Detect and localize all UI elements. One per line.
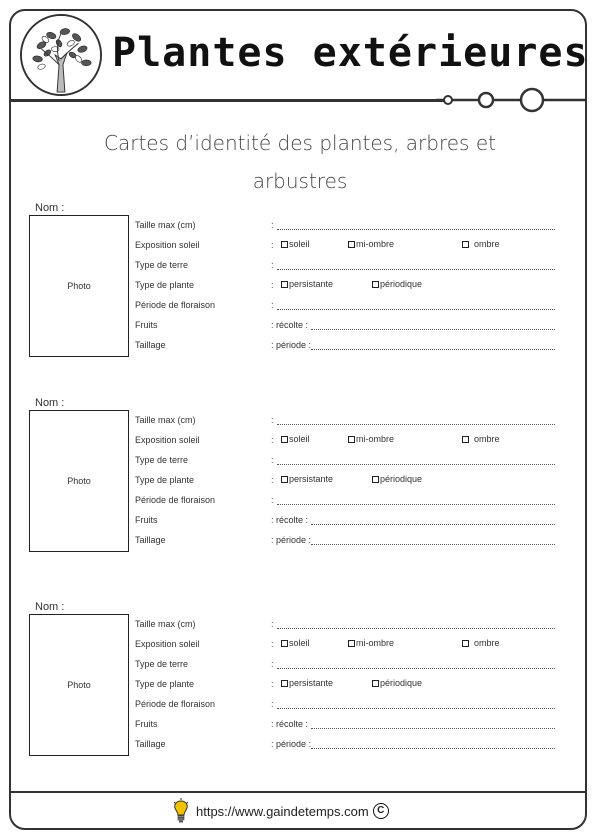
row-taille: Taille max (cm) : <box>135 220 555 234</box>
label-recolte: : récolte : <box>271 515 309 525</box>
nom-label: Nom : <box>35 601 65 613</box>
footer <box>172 798 389 824</box>
page-subtitle: Cartes d’identité des plantes, arbres et arbustres <box>104 131 496 193</box>
row-taille: Taille max (cm) : <box>135 619 555 633</box>
row-floraison: Période de floraison : <box>135 495 555 509</box>
checkbox-persistante[interactable] <box>281 680 288 687</box>
checkbox-periodique[interactable] <box>372 281 379 288</box>
row-type-plante: Type de plante : persistante périodique <box>135 474 423 485</box>
label-type-plante: Type de plante <box>135 475 195 485</box>
label-exposition: Exposition soleil <box>135 435 200 445</box>
checkbox-persistante[interactable] <box>281 281 288 288</box>
label-taillage: Taillage <box>135 340 166 350</box>
field-periode[interactable] <box>311 349 555 350</box>
label-exposition: Exposition soleil <box>135 639 200 649</box>
field-taille[interactable] <box>277 424 555 425</box>
row-exposition: Exposition soleil : soleil mi-ombre ombre <box>135 239 500 250</box>
row-type-plante: Type de plante : persistante périodique <box>135 678 423 689</box>
row-exposition: Exposition soleil : soleil mi-ombre ombre <box>135 434 500 445</box>
label-taillage: Taillage <box>135 739 166 749</box>
checkbox-persistante[interactable] <box>281 476 288 483</box>
label-taillage: Taillage <box>135 535 166 545</box>
circles-ornament <box>436 86 586 116</box>
footer-url[interactable]: https://www.gaindetemps.com <box>196 803 369 819</box>
row-taille: Taille max (cm) : <box>135 415 555 429</box>
label-floraison: Période de floraison <box>135 300 216 310</box>
page-title: Plantes extérieures <box>112 30 589 76</box>
row-floraison: Période de floraison : <box>135 300 555 314</box>
label-floraison: Période de floraison <box>135 699 216 709</box>
field-periode[interactable] <box>311 748 555 749</box>
option-mi-ombre[interactable]: mi-ombre <box>348 239 394 249</box>
row-type-plante: Type de plante : persistante périodique <box>135 279 423 290</box>
label-terre: Type de terre <box>135 260 189 270</box>
option-mi-ombre[interactable]: mi-ombre <box>348 434 394 444</box>
photo-label: Photo <box>67 476 91 486</box>
label-periode: : période : <box>271 535 312 545</box>
field-floraison[interactable] <box>277 708 555 709</box>
checkbox-soleil[interactable] <box>281 241 288 248</box>
row-exposition: Exposition soleil : soleil mi-ombre ombre <box>135 638 500 649</box>
option-persistante[interactable]: persistante <box>281 279 333 289</box>
copyright-icon: C <box>373 803 389 819</box>
field-periode[interactable] <box>311 544 555 545</box>
option-soleil[interactable]: soleil <box>281 638 310 648</box>
row-terre: Type de terre : <box>135 659 555 673</box>
photo-label: Photo <box>67 281 91 291</box>
row-terre: Type de terre : <box>135 455 555 469</box>
checkbox-ombre[interactable] <box>462 241 469 248</box>
field-floraison[interactable] <box>277 309 555 310</box>
photo-box <box>29 614 129 756</box>
checkbox-mi-ombre[interactable] <box>348 436 355 443</box>
row-fruits <box>135 320 555 334</box>
option-periodique[interactable]: périodique <box>372 474 422 484</box>
field-taille[interactable] <box>277 628 555 629</box>
checkbox-ombre[interactable] <box>462 436 469 443</box>
label-terre: Type de terre <box>135 455 189 465</box>
option-mi-ombre[interactable]: mi-ombre <box>348 638 394 648</box>
row-floraison: Période de floraison : <box>135 699 555 713</box>
label-fruits: Fruits <box>135 320 158 330</box>
label-periode: : période : <box>271 340 312 350</box>
photo-box <box>29 215 129 357</box>
field-terre[interactable] <box>277 269 555 270</box>
checkbox-mi-ombre[interactable] <box>348 640 355 647</box>
option-soleil[interactable]: soleil <box>281 239 310 249</box>
option-ombre[interactable]: ombre <box>462 638 500 648</box>
row-fruits <box>135 515 555 529</box>
option-ombre[interactable]: ombre <box>462 239 500 249</box>
option-persistante[interactable]: persistante <box>281 474 333 484</box>
tree-icon <box>20 14 102 96</box>
label-exposition: Exposition soleil <box>135 240 200 250</box>
field-floraison[interactable] <box>277 504 555 505</box>
footer-divider <box>10 791 586 793</box>
label-recolte: : récolte : <box>271 320 309 330</box>
label-floraison: Période de floraison <box>135 495 216 505</box>
option-periodique[interactable]: périodique <box>372 279 422 289</box>
label-type-plante: Type de plante <box>135 679 195 689</box>
label-taille: Taille max (cm) <box>135 619 196 629</box>
label-taille: Taille max (cm) <box>135 220 196 230</box>
checkbox-mi-ombre[interactable] <box>348 241 355 248</box>
label-fruits: Fruits <box>135 515 158 525</box>
row-fruits <box>135 719 555 733</box>
label-taille: Taille max (cm) <box>135 415 196 425</box>
label-periode: : période : <box>271 739 312 749</box>
checkbox-soleil[interactable] <box>281 640 288 647</box>
field-taille[interactable] <box>277 229 555 230</box>
nom-label: Nom : <box>35 202 65 214</box>
label-recolte: : récolte : <box>271 719 309 729</box>
field-terre[interactable] <box>277 464 555 465</box>
nom-label: Nom : <box>35 397 65 409</box>
row-taillage <box>135 535 555 549</box>
photo-label: Photo <box>67 680 91 690</box>
option-persistante[interactable]: persistante <box>281 678 333 688</box>
option-periodique[interactable]: périodique <box>372 678 422 688</box>
checkbox-periodique[interactable] <box>372 476 379 483</box>
checkbox-ombre[interactable] <box>462 640 469 647</box>
lightbulb-icon <box>172 798 190 824</box>
field-recolte[interactable] <box>311 524 555 525</box>
label-type-plante: Type de plante <box>135 280 195 290</box>
label-terre: Type de terre <box>135 659 189 669</box>
header-divider <box>10 99 446 102</box>
row-terre: Type de terre : <box>135 260 555 274</box>
label-fruits: Fruits <box>135 719 158 729</box>
row-taillage <box>135 739 555 753</box>
option-ombre[interactable]: ombre <box>462 434 500 444</box>
checkbox-periodique[interactable] <box>372 680 379 687</box>
row-taillage <box>135 340 555 354</box>
checkbox-soleil[interactable] <box>281 436 288 443</box>
field-terre[interactable] <box>277 668 555 669</box>
photo-box <box>29 410 129 552</box>
option-soleil[interactable]: soleil <box>281 434 310 444</box>
field-recolte[interactable] <box>311 329 555 330</box>
field-recolte[interactable] <box>311 728 555 729</box>
